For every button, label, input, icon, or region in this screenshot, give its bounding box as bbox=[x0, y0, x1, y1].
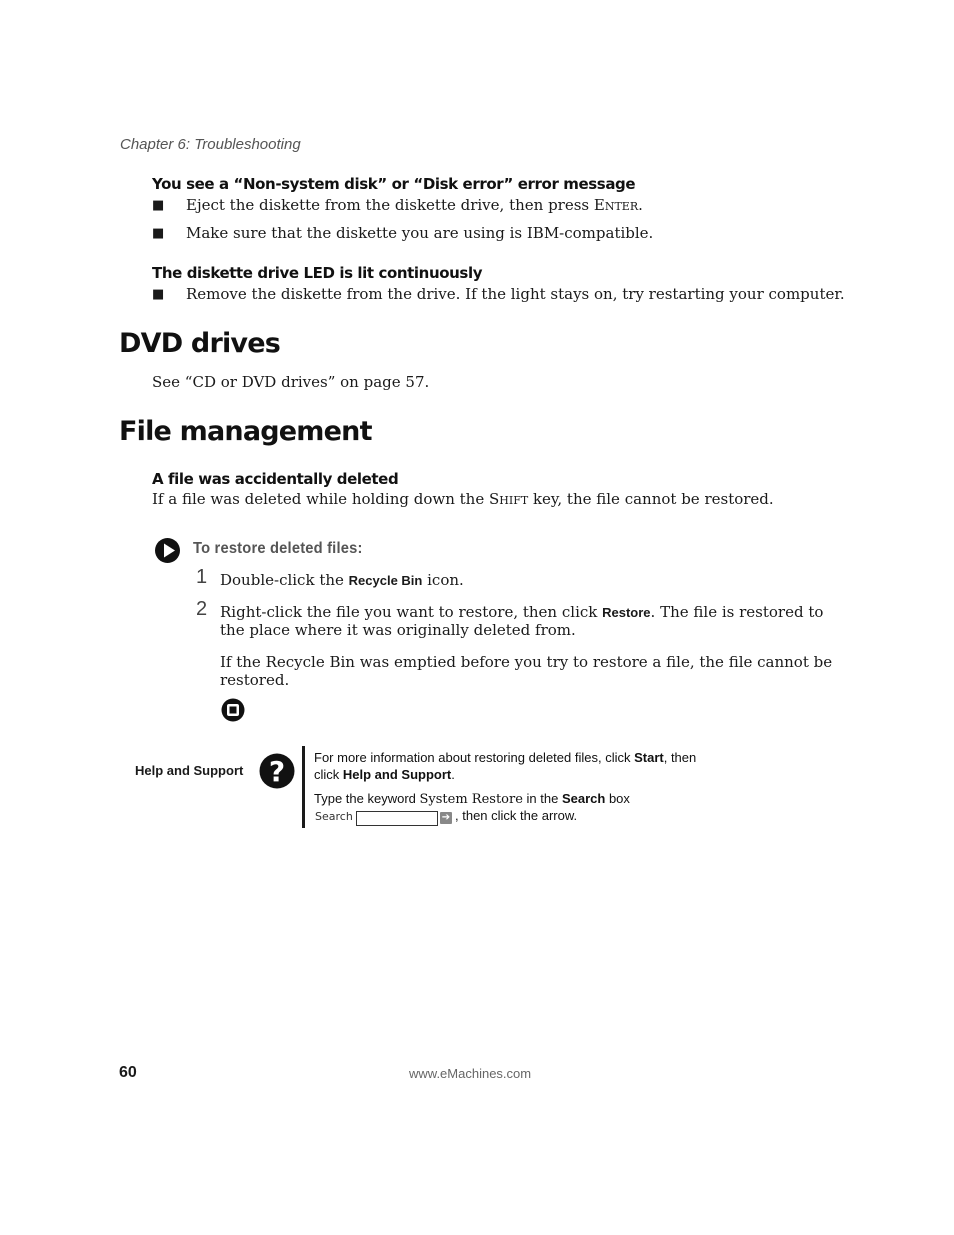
help-line-2-end: . bbox=[451, 767, 455, 782]
step-2-text bbox=[220, 603, 823, 622]
start-label: Start bbox=[634, 750, 664, 765]
step-2-end: . The file is restored to bbox=[650, 603, 824, 621]
step-1-start: Double-click the bbox=[220, 571, 349, 589]
deleted-file-heading: A file was accidentally deleted bbox=[152, 470, 399, 488]
help-line-1-start: For more information about restoring deleted files, click bbox=[314, 750, 635, 765]
step-1-end: icon. bbox=[422, 571, 464, 589]
enter-key: Enter bbox=[593, 196, 639, 214]
help-and-support-ui: Help and Support bbox=[342, 767, 452, 782]
step-2-text-line2: the place where it was originally deleted from. bbox=[220, 621, 576, 639]
chapter-header: Chapter 6: Troubleshooting bbox=[120, 136, 301, 153]
help-line-3-mid: in the bbox=[522, 791, 562, 806]
file-management-title: File management bbox=[119, 416, 372, 447]
step-number: 2 bbox=[196, 598, 208, 620]
system-restore-keyword: System Restore bbox=[419, 792, 523, 807]
bullet-text-end: . bbox=[638, 196, 643, 214]
search-field-label: Search bbox=[315, 810, 353, 823]
disk-error-bullet-2: Make sure that the diskette you are using is IBM-compatible. bbox=[186, 224, 654, 242]
search-label-bold: Search bbox=[561, 791, 606, 806]
shift-key: Shift bbox=[488, 490, 529, 508]
help-line-3-start: Type the keyword bbox=[314, 791, 420, 806]
svg-text:?: ? bbox=[268, 755, 286, 788]
step-1-text bbox=[220, 571, 464, 590]
bullet-text: Eject the diskette from the diskette drive, then press bbox=[186, 196, 594, 214]
recycle-bin-label: Recycle Bin bbox=[348, 573, 423, 588]
help-line-2 bbox=[314, 766, 455, 783]
arrow-right-icon: ➔ bbox=[441, 812, 451, 823]
note-line-2: restored. bbox=[220, 671, 290, 689]
page-number: 60 bbox=[119, 1064, 137, 1081]
help-line-1-end: , then bbox=[663, 750, 697, 765]
footer-url: www.eMachines.com bbox=[409, 1066, 532, 1081]
play-arrow-icon bbox=[154, 537, 181, 564]
help-line-4: , then click the arrow. bbox=[455, 808, 578, 823]
bullet-icon: ■ bbox=[152, 287, 165, 302]
deleted-file-text bbox=[152, 490, 774, 508]
dvd-drives-text: See “CD or DVD drives” on page 57. bbox=[152, 373, 430, 391]
dvd-drives-title: DVD drives bbox=[119, 328, 281, 359]
question-mark-icon bbox=[259, 753, 295, 789]
restore-label: Restore bbox=[602, 605, 651, 620]
step-number: 1 bbox=[196, 566, 208, 588]
bullet-icon: ■ bbox=[152, 226, 165, 241]
disk-error-bullet-1 bbox=[186, 196, 643, 214]
help-divider bbox=[302, 746, 305, 828]
search-input-illustration bbox=[356, 811, 438, 826]
help-line-3 bbox=[314, 790, 630, 808]
deleted-text-start: If a file was deleted while holding down the bbox=[152, 490, 489, 508]
stop-icon bbox=[221, 698, 245, 722]
step-2-start: Right-click the file you want to restore, then click bbox=[220, 603, 603, 621]
note-line-1: If the Recycle Bin was emptied before you try to restore a file, the file cannot be bbox=[220, 653, 833, 671]
help-line-1 bbox=[314, 749, 696, 766]
help-support-label: Help and Support bbox=[135, 763, 244, 778]
led-heading: The diskette drive LED is lit continuously bbox=[152, 264, 483, 282]
help-line-3-end: box bbox=[605, 791, 630, 806]
procedure-title: To restore deleted files: bbox=[193, 540, 363, 557]
disk-error-heading: You see a “Non-system disk” or “Disk error” error message bbox=[152, 175, 636, 193]
bullet-icon: ■ bbox=[152, 198, 165, 213]
deleted-text-end: key, the file cannot be restored. bbox=[528, 490, 774, 508]
led-bullet-1: Remove the diskette from the drive. If the light stays on, try restarting your computer. bbox=[186, 285, 845, 303]
help-line-2-start: click bbox=[314, 767, 343, 782]
